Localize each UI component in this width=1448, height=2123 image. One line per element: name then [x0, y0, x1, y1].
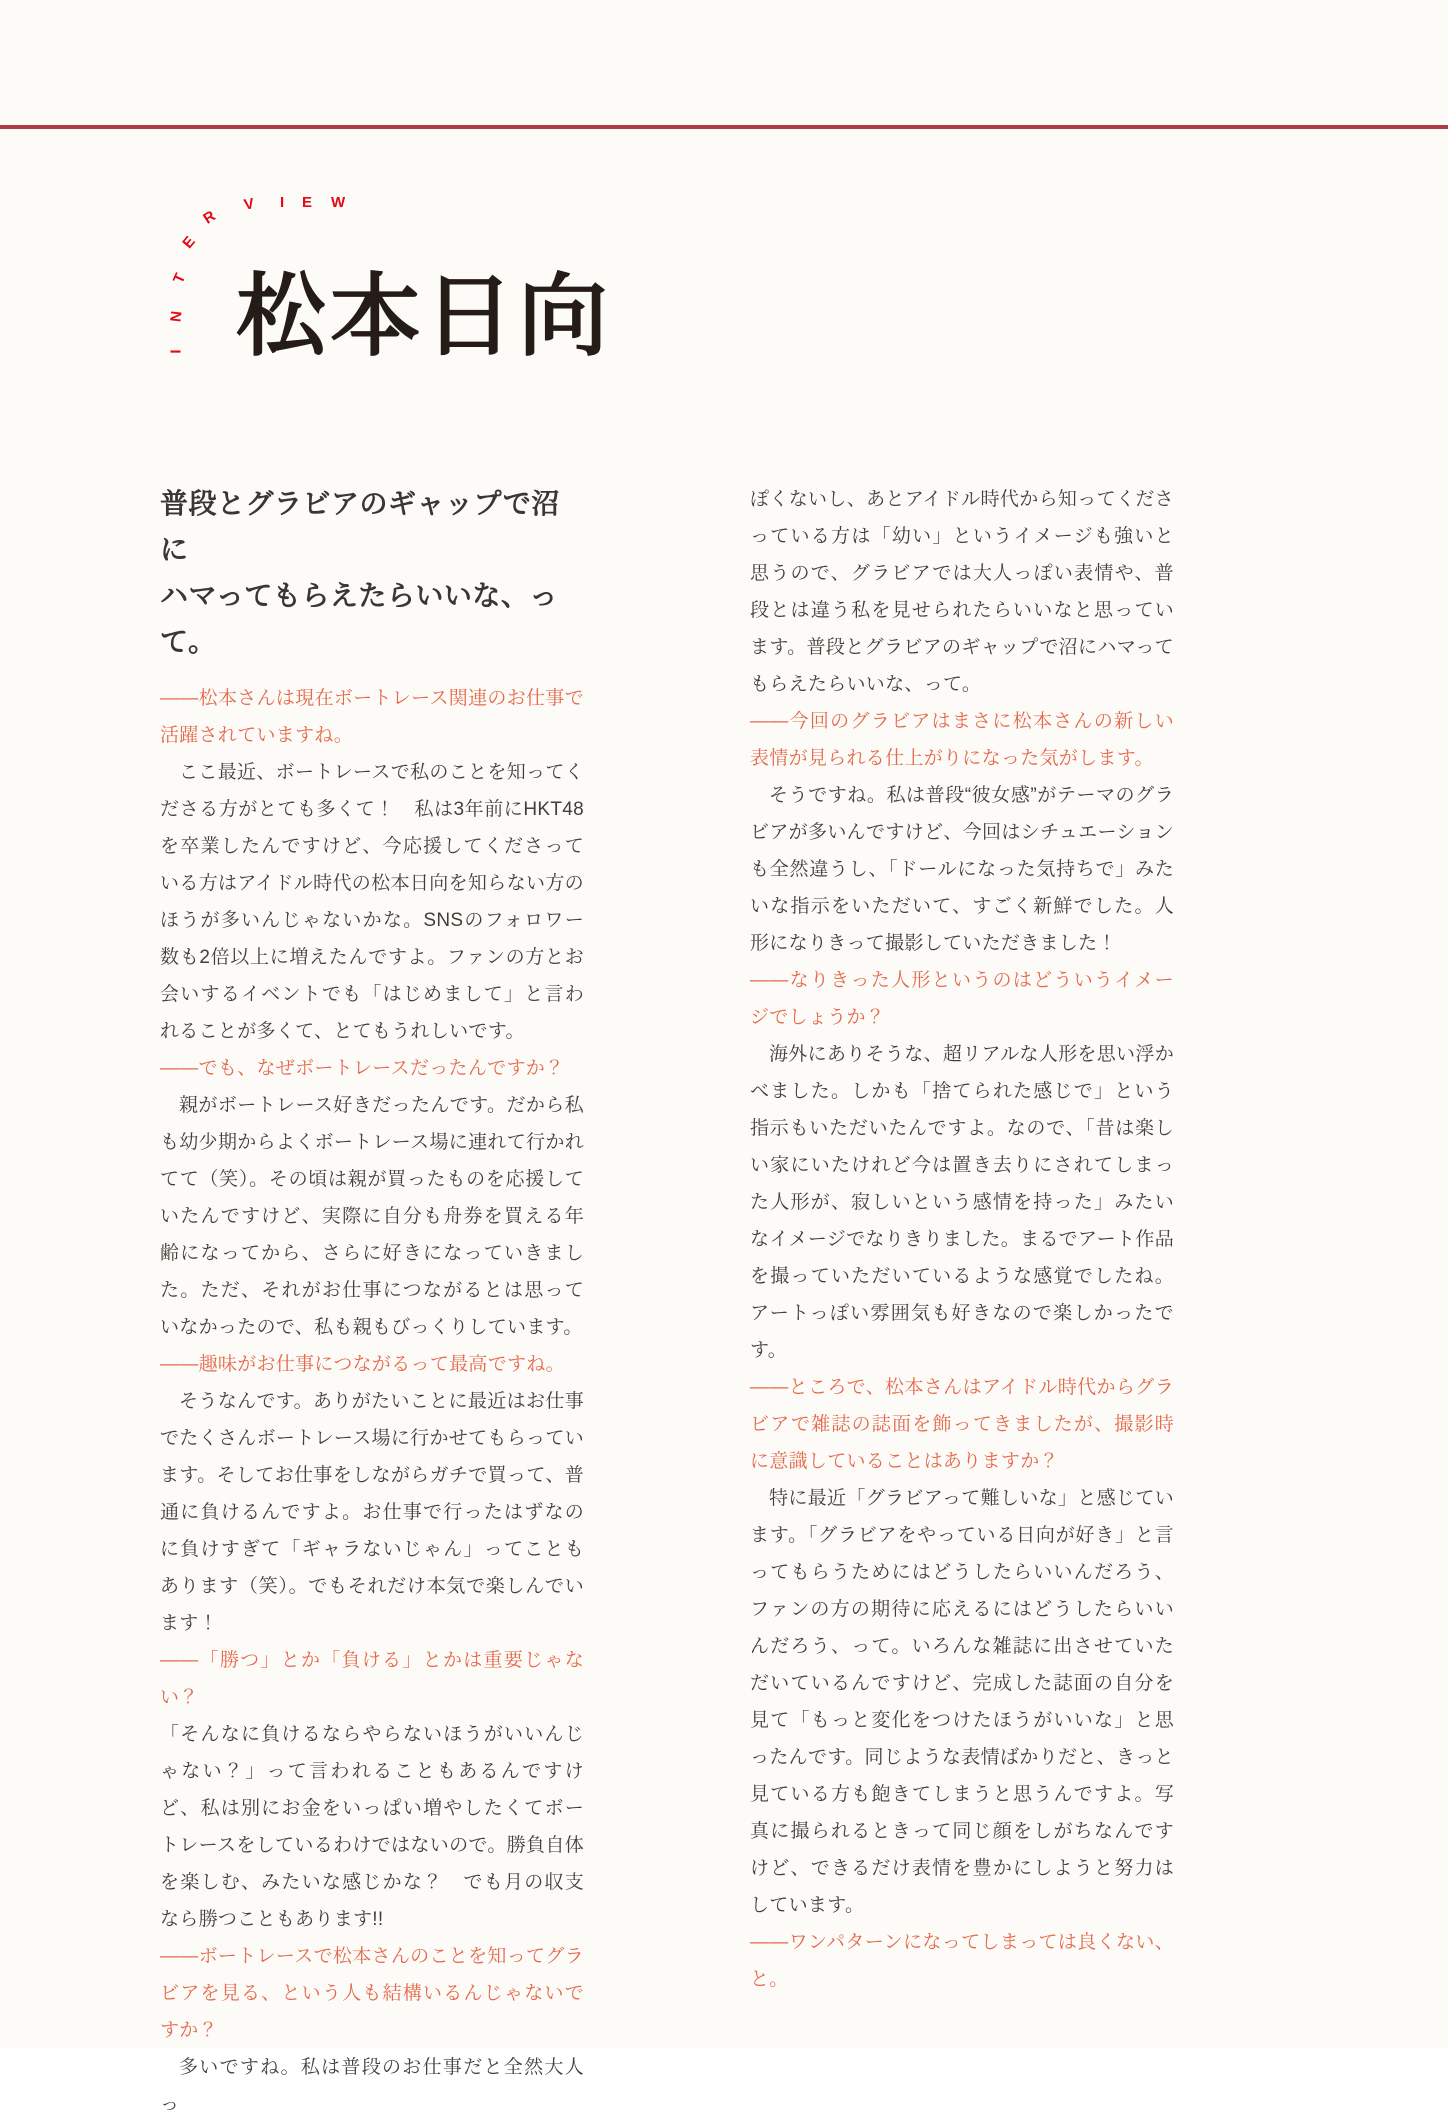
answer-paragraph: ぽくないし、あとアイドル時代から知ってくださっている方は「幼い」というイメージも強いと思うので、グラビアでは大人っぽい表情や、普段とは違う私を見せられたらいいなと思っています。普段とグラビアのギャップで沼にハマってもらえたらいいな、って。 [750, 489, 1174, 695]
page-title: 松本日向 [236, 267, 612, 367]
left-column-paragraphs [160, 680, 584, 2123]
question-paragraph: ——でも、なぜボートレースだったんですか？ [160, 1058, 565, 1079]
answer-paragraph: 親がボートレース好きだったんです。だから私も幼少期からよくボートレース場に連れて行かれてて（笑）。その頃は親が買ったものを応援していたんですけど、実際に自分も舟券を買える年齢になってから、さらに好きになっていきました。ただ、それがお仕事につながるとは思っていなかったので、私も親もびっくりしています。 [160, 1095, 584, 1338]
answer-paragraph: そうなんです。ありがたいことに最近はお仕事でたくさんボートレース場に行かせてもらっています。そしてお仕事をしながらガチで買って、普通に負けるんですよ。お仕事で行ったはずなのに負けすぎて「ギャラないじゃん」ってこともあります（笑）。でもそれだけ本気で楽しんでいます！ [160, 1391, 584, 1634]
lead-heading-line-2: ハマってもらえたらいいな、って。 [160, 580, 558, 657]
interview-arc-letter: W [331, 194, 346, 211]
interview-arc-letter: R [200, 207, 219, 228]
left-column [160, 481, 584, 2123]
question-paragraph: ——ところで、松本さんはアイドル時代からグラビアで雑誌の誌面を飾ってきましたが、撮影時に意識していることはありますか？ [750, 1377, 1174, 1472]
answer-paragraph: 海外にありそうな、超リアルな人形を思い浮かべました。しかも「捨てられた感じで」という指示もいただいたんですよ。なので、「昔は楽しい家にいたけれど今は置き去りにされてしまった人形が、寂しいという感情を持った」みたいなイメージでなりきりました。まるでアート作品を撮っていただいているような感覚でしたね。アートっぽい雰囲気も好きなので楽しかったです。 [750, 1044, 1174, 1361]
answer-paragraph: 特に最近「グラビアって難しいな」と感じています。「グラビアをやっている日向が好き」と言ってもらうためにはどうしたらいいんだろう、ファンの方の期待に応えるにはどうしたらいいんだろう、って。いろんな雑誌に出させていただいているんですけど、完成した誌面の自分を見て「もっと変化をつけたほうがいいな」と思ったんです。同じような表情ばかりだと、きっと見ている方も飽きてしまうと思うんですよ。写真に撮られるときって同じ顔をしがちなんですけど、できるだけ表情を豊かにしようと努力はしています。 [750, 1488, 1174, 1916]
question-paragraph: ——今回のグラビアはまさに松本さんの新しい表情が見られる仕上がりになった気がします。 [750, 711, 1174, 769]
interview-arc-letter: V [242, 195, 256, 214]
right-column [750, 481, 1174, 1998]
question-paragraph: ——ボートレースで松本さんのことを知ってグラビアを見る、という人も結構いるんじゃないですか？ [160, 1946, 584, 2041]
question-paragraph: ——「勝つ」とか「負ける」とかは重要じゃない？ [160, 1650, 584, 1708]
right-column-paragraphs [750, 481, 1174, 1998]
article-columns [160, 481, 1174, 2123]
question-paragraph: ——趣味がお仕事につながるって最高ですね。 [160, 1354, 565, 1375]
interview-arc-letter: E [302, 194, 313, 211]
question-paragraph: ——ワンパターンになってしまっては良くない、と。 [750, 1932, 1174, 1990]
lead-heading [160, 481, 584, 665]
interview-arc-letter: I [167, 349, 185, 354]
lead-heading-line-1: 普段とグラビアのギャップで沼に [160, 488, 560, 565]
interview-arc-letter: T [169, 270, 190, 287]
question-paragraph: ——松本さんは現在ボートレース関連のお仕事で活躍されていますね。 [160, 688, 584, 746]
answer-paragraph: ここ最近、ボートレースで私のことを知ってくださる方がとても多くて！ 私は3年前にHKT48を卒業したんですけど、今応援してくださっている方はアイドル時代の松本日向を知らない方のほうが多いんじゃないかな。SNSのフォロワー数も2倍以上に増えたんですよ。ファンの方とお会いするイベントでも「はじめまして」と言われることが多くて、とてもうれしいです。 [160, 762, 584, 1042]
answer-paragraph: そうですね。私は普段“彼女感”がテーマのグラビアが多いんですけど、今回はシチュエーションも全然違うし、「ドールになった気持ちで」みたいな指示をいただいて、すごく新鮮でした。人形になりきって撮影していただきました！ [750, 785, 1174, 954]
question-paragraph: ——なりきった人形というのはどういうイメージでしょうか？ [750, 970, 1174, 1028]
interview-arc-letter: E [179, 233, 199, 252]
answer-paragraph: 多いですね。私は普段のお仕事だと全然大人っ [160, 2057, 584, 2115]
interview-arc-letter: I [280, 194, 285, 211]
masthead [0, 0, 1448, 470]
answer-paragraph: 「そんなに負けるならやらないほうがいいんじゃない？」って言われることもあるんですけど、私は別にお金をいっぱい増やしたくてボートレースをしているわけではないので。勝負自体を楽しむ、みたいな感じかな？ でも月の収支なら勝つこともあります!! [160, 1724, 584, 1930]
interview-arc-letter: N [167, 310, 186, 323]
